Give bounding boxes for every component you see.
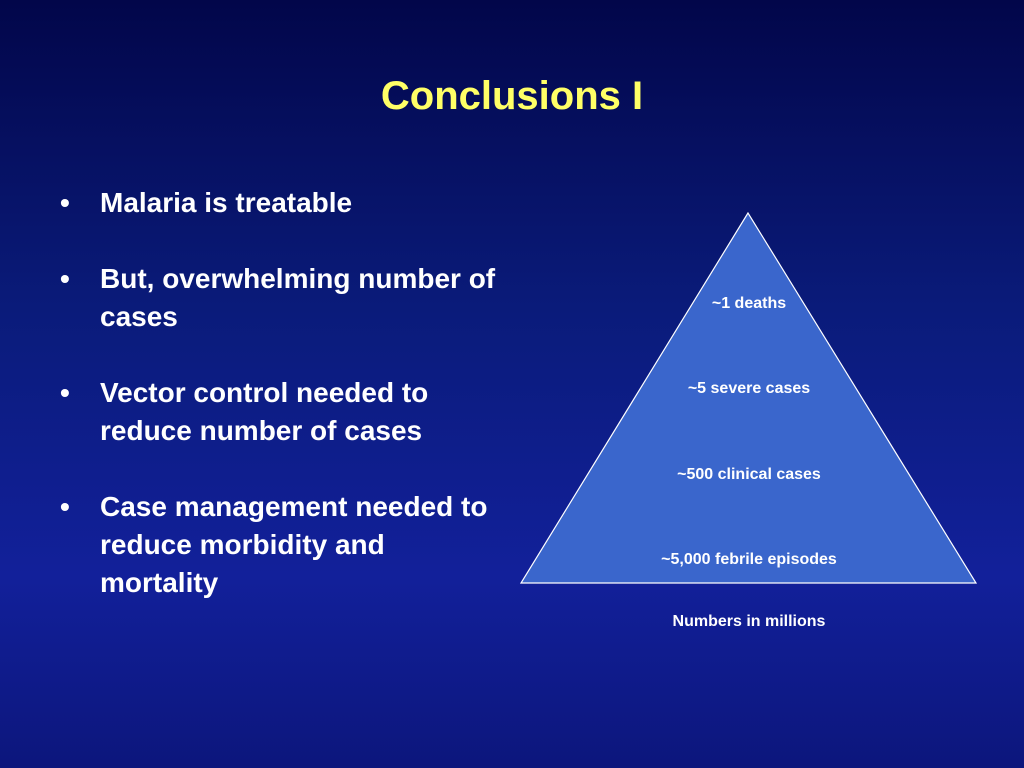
- pyramid-level-febrile: ~5,000 febrile episodes: [661, 551, 837, 568]
- pyramid-level-clinical: ~500 clinical cases: [677, 466, 821, 483]
- bullet-text: Malaria is treatable: [100, 187, 353, 218]
- pyramid-level-severe: ~5 severe cases: [687, 380, 811, 397]
- bullet-point-icon: •: [60, 377, 70, 408]
- bullet-text: Vector control needed to reduce number of cases: [100, 377, 429, 446]
- pyramid-footnote: Numbers in millions: [672, 613, 826, 630]
- bullet-text: Case management needed to reduce morbidity and mortality: [100, 491, 488, 598]
- bullet-text: But, overwhelming number of cases: [100, 263, 496, 332]
- slide-title: Conclusions I: [380, 74, 644, 118]
- bullet-point-icon: •: [60, 491, 70, 522]
- bullet-point-icon: •: [60, 263, 70, 294]
- bullet-point-icon: •: [60, 187, 70, 218]
- pyramid-level-deaths: ~1 deaths: [711, 295, 787, 312]
